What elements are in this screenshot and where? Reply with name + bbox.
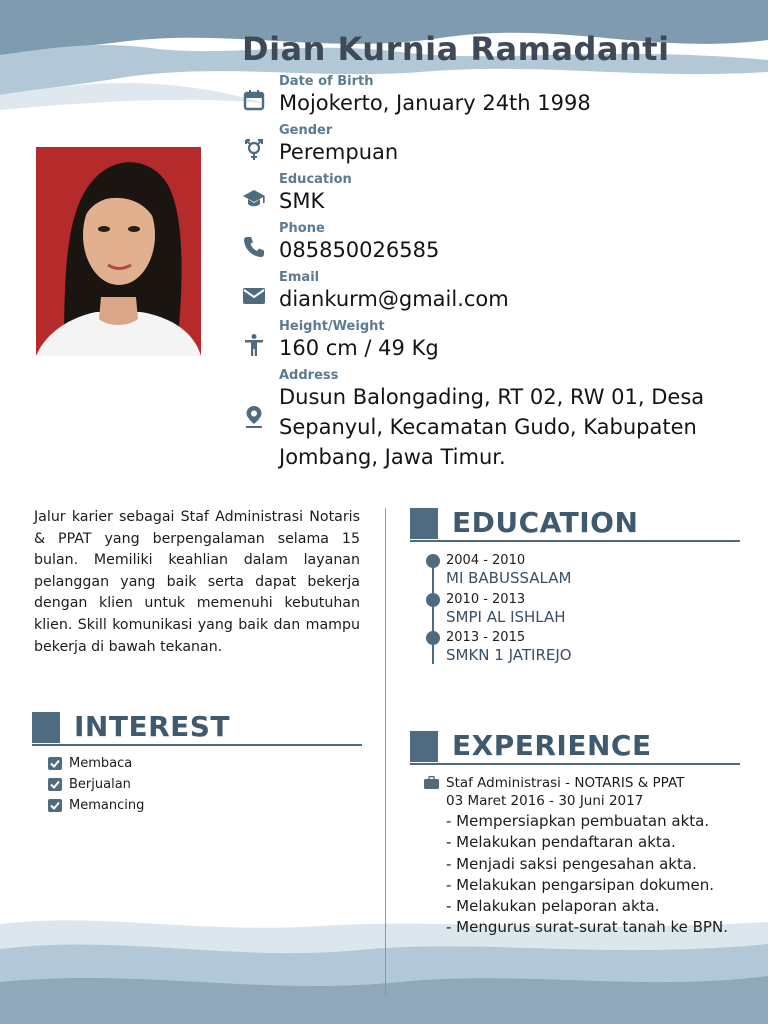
job-period: 03 Maret 2016 - 30 Juni 2017 [446,793,644,809]
info-label: Address [279,368,339,383]
education-title: EDUCATION [452,506,639,539]
experience-title: EXPERIENCE [452,729,652,762]
info-row-phone [242,221,752,270]
education-school: SMKN 1 JATIREJO [446,646,572,664]
duty-item: - Menjadi saksi pengesahan akta. [446,854,697,873]
education-years: 2010 - 2013 [446,591,526,607]
gender-icon [242,137,266,161]
section-marker [410,731,438,762]
info-row-address [242,368,752,478]
info-label: Phone [279,221,325,236]
phone-icon [242,235,266,259]
profile-summary: Jalur karier sebagai Staf Administrasi Notaris & PPAT yang berpengalaman selama 15 bulan. Memiliki keahlian dalam layanan pelanggan yang baik serta dapat bekerja dengan klien untuk memenuhi kebutuhan klien. Skill komunikasi yang baik dan mampu bekerja di bawah tekanan. [34,509,360,655]
profile-photo [36,147,201,356]
candidate-name: Dian Kurnia Ramadanti [242,30,670,68]
job-duties [446,811,746,939]
timeline-dot [426,631,440,645]
info-row-education [242,172,752,221]
info-value: SMK [279,189,325,213]
person-icon [242,333,266,357]
interest-label: Berjualan [69,777,131,792]
info-label: Education [279,172,352,187]
info-value: Mojokerto, January 24th 1998 [279,91,591,115]
info-row-date-of-birth [242,74,752,123]
personal-info [242,74,752,478]
education-years: 2004 - 2010 [446,553,526,568]
info-row-gender [242,123,752,172]
info-row-height-weight [242,319,752,368]
info-label: Gender [279,123,333,138]
checkbox-checked-icon [48,757,62,770]
info-label: Date of Birth [279,74,374,89]
education-school: MI BABUSSALAM [446,569,572,587]
education-timeline [424,550,744,666]
info-value: 160 cm / 49 Kg [279,336,439,360]
section-underline [410,540,740,542]
section-marker [32,712,60,743]
location-pin-icon [242,405,266,429]
education-years: 2013 - 2015 [446,630,526,645]
briefcase-icon [424,776,439,789]
duty-item: - Melakukan pendaftaran akta. [446,833,676,852]
section-marker [410,508,438,539]
info-label: Email [279,270,320,285]
section-underline [410,763,740,765]
calendar-icon [242,88,266,112]
interest-label: Membaca [69,756,133,771]
duty-item: - Mempersiapkan pembuatan akta. [446,812,710,830]
info-value: Dusun Balongading, RT 02, RW 01, Desa Sepanyul, Kecamatan Gudo, Kabupaten Jombang, Jawa Timur. [279,385,705,469]
duty-item: - Melakukan pengarsipan dokumen. [446,875,714,894]
info-row-email [242,270,752,319]
checkbox-checked-icon [48,799,62,812]
timeline-dot [426,593,440,607]
info-value: 085850026585 [279,238,440,262]
section-underline [32,744,362,746]
job-title: Staf Administrasi - NOTARIS & PPAT [446,775,685,791]
interest-title: INTEREST [74,710,231,743]
email-icon [242,284,266,308]
column-divider [385,508,386,996]
duty-item: - Mengurus surat-surat tanah ke BPN. [446,918,728,937]
graduation-cap-icon [242,186,266,210]
duty-item: - Melakukan pelaporan akta. [446,897,660,916]
education-school: SMPI AL ISHLAH [446,607,566,626]
timeline-dot [426,554,440,568]
info-label: Height/Weight [279,319,385,334]
timeline-item [424,627,744,666]
timeline-item [424,589,744,628]
info-value: Perempuan [279,140,399,164]
interest-label: Memancing [69,798,145,813]
timeline-item [424,550,744,589]
checkbox-checked-icon [48,778,62,791]
info-value: diankurm@gmail.com [279,287,509,311]
